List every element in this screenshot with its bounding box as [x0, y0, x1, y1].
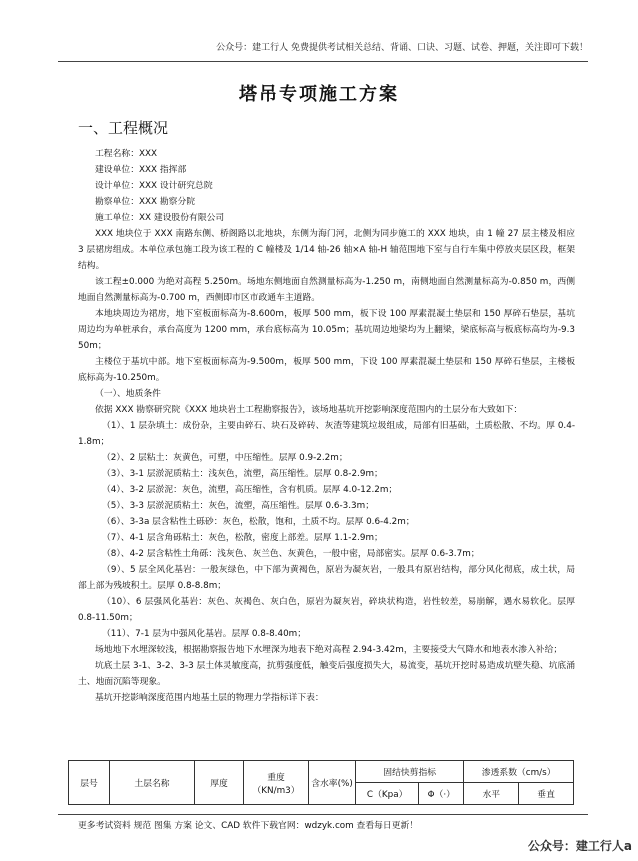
col-vertical: 垂直 [519, 783, 574, 805]
soil-layer-item: （10）、6 层强风化基岩：灰色、灰褐色、灰白色，原岩为凝灰岩，碎块状构造，岩性较差，易崩解，遇水易软化。层厚 0.8-11.50m； [78, 597, 575, 623]
document-title: 塔吊专项施工方案 [239, 84, 399, 105]
col-thickness: 厚度 [195, 761, 244, 805]
document-body [78, 146, 575, 706]
footer-rule [58, 814, 588, 815]
col-horizontal: 水平 [464, 783, 519, 805]
soil-layer-item: （8）、4-2 层含粘性土角砾：浅灰色、灰兰色、灰黄色，一般中密，局部密实。层厚 0.6-3.7m； [102, 549, 480, 559]
page-footer: 更多考试资料 规范 图集 方案 论文、CAD 软件下载官网：wdzyk.com 查看每日更新！ [78, 821, 419, 831]
col-water-content: 含水率(%) [309, 761, 356, 805]
section-heading-overview: 一、工程概况 [78, 119, 169, 137]
col-friction-angle: Φ（·） [419, 783, 464, 805]
info-project-name: 工程名称：XXX [95, 149, 158, 159]
watermark-label: 公众号：建工行人a [527, 839, 632, 853]
info-designer: 设计单位：XXX 设计研究总院 [95, 181, 213, 191]
col-group-shear: 固结快剪指标 [356, 761, 464, 783]
soil-properties-table [68, 760, 574, 805]
info-surveyor: 勘察单位：XXX 勘察分院 [95, 197, 196, 207]
soil-layer-item: （6）、3-3a 层含粘性土砾砂：灰色，松散，饱和，土质不均。层厚 0.6-4.2m； [102, 517, 415, 527]
paragraph-elevation: 该工程±0.000 为绝对高程 5.250m。场地东侧地面自然测量标高为-1.250 m，南侧地面自然测量标高为-0.850 m，西侧地面自然测量标高为-0.700 m，西侧即市区市政通车主道路。 [78, 277, 575, 303]
soil-layer-item: （11）、7-1 层为中强风化基岩。层厚 0.8-8.40m； [102, 629, 307, 639]
info-owner: 建设单位：XXX 指挥部 [95, 165, 187, 175]
soil-layer-item: （2）、2 层粘土：灰黄色，可塑，中压缩性。层厚 0.9-2.2m； [102, 453, 348, 463]
paragraph-location: XXX 地块位于 XXX 南路东侧、桥阁路以北地块，东侧为海门河，北侧为同步施工的 XXX 地块，由 1 幢 27 层主楼及相应 3 层裙房组成。本单位承包施工段为该工程的 C 幢楼及 1/14 轴-26 轴×A 轴-H 轴范围地下室与自行车集中停放夹层区段，框架结构。 [78, 229, 575, 271]
header-rule [58, 61, 588, 62]
soil-layer-item: （4）、3-2 层淤泥：灰色，流塑，高压缩性，含有机质。层厚 4.0-12.2m； [102, 485, 398, 495]
geology-heading: （一）、地质条件 [95, 389, 161, 399]
col-layer-no: 层号 [69, 761, 110, 805]
page-header: 公众号：建工行人 免费提供考试相关总结、背诵、口诀、习题、试卷、押题，关注即可下载！ [216, 43, 588, 53]
col-group-permeability: 渗透系数（cm/s） [464, 761, 574, 783]
paragraph-main-building: 主楼位于基坑中部。地下室板面标高为-9.500m，板厚 500 mm，下设 100 厚素混凝土垫层和 150 厚碎石垫层，主楼板底标高为-10.250m。 [78, 357, 575, 383]
soil-layer-item: （7）、4-1 层含角砾粘土：灰色，松散，密度上部差。层厚 1.1-2.9m； [102, 533, 383, 543]
table-caption: 基坑开挖影响深度范围内地基土层的物理力学指标详下表： [95, 693, 324, 703]
soil-layer-item: （5）、3-3 层淤泥质粘土：灰色，流塑，高压缩性。层厚 0.6-3.3m； [102, 501, 375, 511]
soil-layer-item: （9）、5 层全风化基岩：一般灰绿色，中下部为黄褐色，原岩为凝灰岩，一般具有原岩结构，部分风化彻底，成土状，局部上部为残坡积土。层厚 0.8-8.8m； [78, 565, 575, 591]
col-unit-weight: 重度（KN/m3） [244, 761, 309, 805]
paragraph-pit: 本地块周边为裙房，地下室板面标高为-8.600m，板厚 500 mm，板下设 100 厚素混凝土垫层和 150 厚碎石垫层，基坑周边均为单桩承台，承台高度为 1200 mm，承台底标高为 10.05m；基坑周边地梁均为上翻梁，梁底标高与板底标高均为-9.350m； [78, 309, 575, 351]
groundwater-paragraph: 场地地下水埋深较浅，根据勘察报告地下水埋深为地表下绝对高程 2.94-3.42m，主要接受大气降水和地表水渗入补给； [95, 645, 563, 655]
soil-layer-item: （1）、1 层杂填土：成份杂，主要由碎石、块石及碎砖、灰渣等建筑垃圾组成，局部有旧基础，土质松散、不均。厚 0.4-1.8m； [78, 421, 575, 447]
soft-soil-paragraph: 坑底土层 3-1、3-2、3-3 层土体灵敏度高，抗剪强度低，触变后强度损失大，易流变，基坑开挖时易造成坑壁失稳、坑底涌土、地面沉陷等现象。 [78, 661, 575, 687]
soil-layer-item: （3）、3-1 层淤泥质粘土：浅灰色，流塑，高压缩性。层厚 0.8-2.9m； [102, 469, 383, 479]
info-contractor: 施工单位：XX 建设股份有限公司 [95, 213, 225, 223]
geology-intro: 依据 XXX 勘察研究院《XXX 地块岩土工程勘察报告》，该场地基坑开挖影响深度范围内的土层分布大致如下： [95, 405, 523, 415]
col-cohesion: C（Kpa） [356, 783, 419, 805]
col-soil-name: 土层名称 [110, 761, 195, 805]
